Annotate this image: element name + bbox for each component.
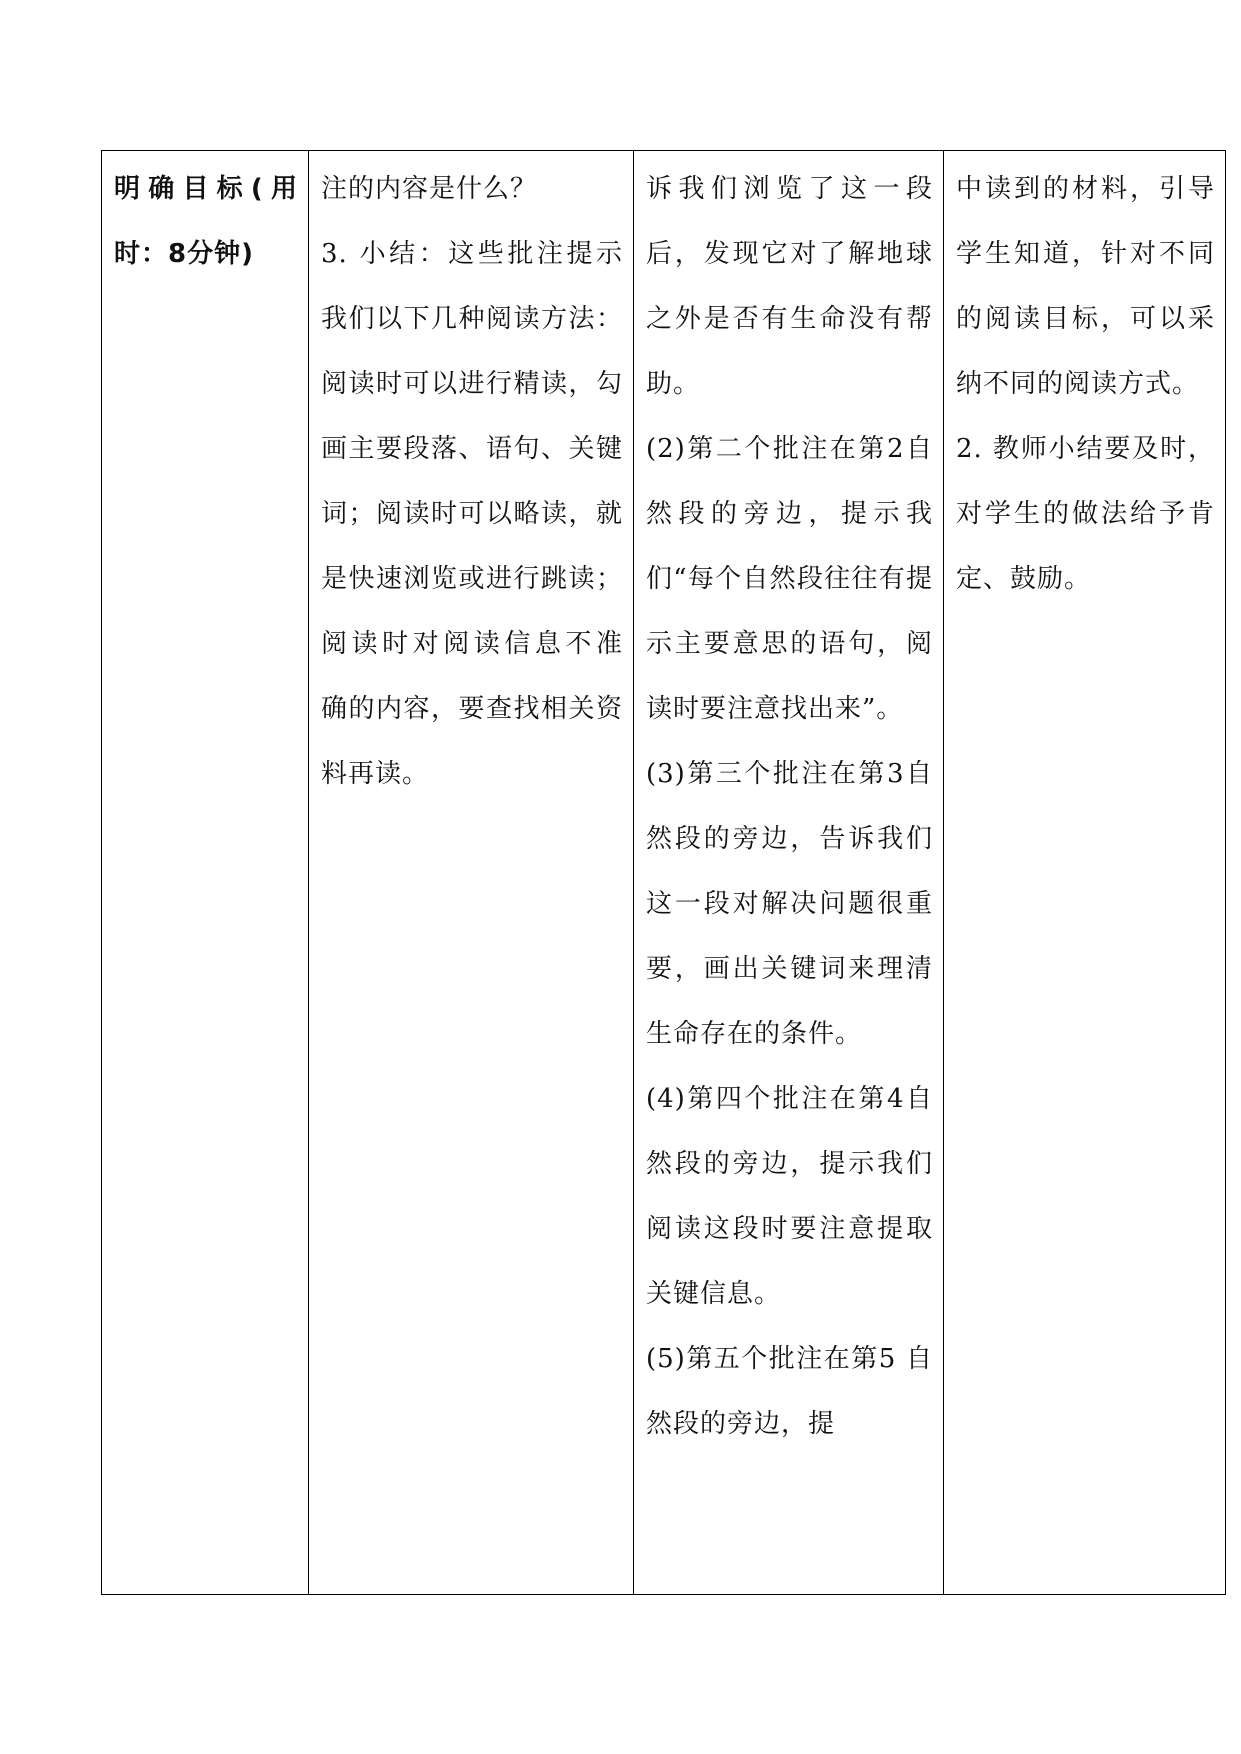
notes-paragraph: 2. 教师小结要及时，对学生的做法给予肯定、鼓励。 (956, 434, 1215, 594)
student-paragraph: 诉我们浏览了这一段后，发现它对了解地球之外是否有生命没有帮助。 (646, 174, 933, 399)
activity-cell (309, 151, 634, 1595)
activity-paragraph: 注的内容是什么？ (321, 174, 538, 204)
notes-paragraph: 中读到的材料，引导学生知道，针对不同的阅读目标，可以采纳不同的阅读方式。 (956, 174, 1215, 399)
stage-title: 明确目标(用时：8分钟) (114, 174, 298, 269)
notes-cell (944, 151, 1226, 1595)
student-paragraph: (2)第二个批注在第2自然段的旁边，提示我们“每个自然段往往有提示主要意思的语句，阅读时要注意找出来”。 (646, 434, 933, 724)
table-row (102, 151, 1226, 1595)
activity-paragraph: 3. 小结：这些批注提示我们以下几种阅读方法：阅读时可以进行精读，勾画主要段落、语句、关键词；阅读时可以略读，就是快速浏览或进行跳读；阅读时对阅读信息不准 确的内容，要查找相关资料再读。 (321, 239, 623, 789)
student-paragraph: (3)第三个批注在第3自然段的旁边，告诉我们这一段对解决问题很重要，画出关键词来理清生命存在的条件。 (646, 759, 933, 1049)
stage-cell (102, 151, 309, 1595)
student-paragraph: (4)第四个批注在第4自然段的旁边，提示我们阅读这段时要注意提取关键信息。 (646, 1084, 933, 1309)
student-cell (634, 151, 944, 1595)
lesson-plan-table (101, 150, 1226, 1595)
student-paragraph: (5)第五个批注在第5 自然段的旁边，提 (646, 1344, 933, 1439)
